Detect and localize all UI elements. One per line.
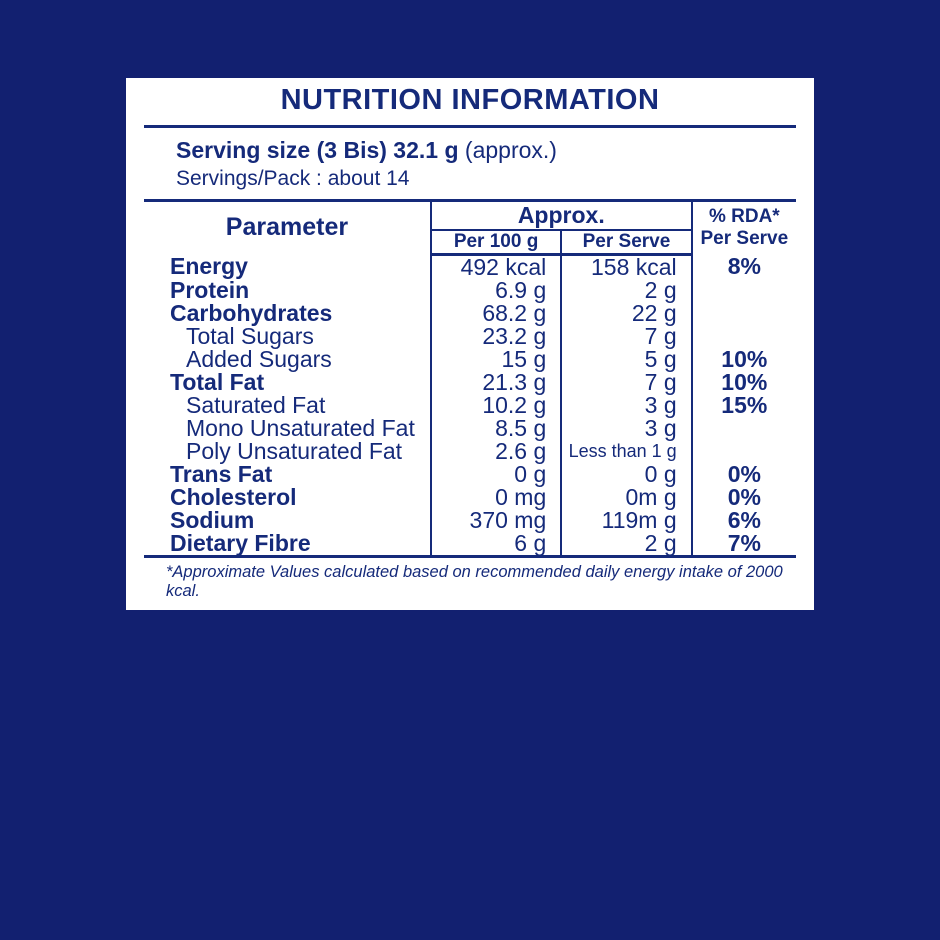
table-header-row-top: [144, 202, 796, 230]
table-row: [144, 302, 796, 325]
table-row: [144, 371, 796, 394]
header-per-serve: Per Serve: [561, 230, 691, 254]
row-label: Energy: [170, 252, 248, 279]
row-rda: [692, 325, 796, 348]
row-per-serve: 158 kcal: [561, 254, 691, 279]
table-row: [144, 254, 796, 279]
row-per-serve: Less than 1 g: [561, 440, 691, 463]
row-label: Cholesterol: [170, 483, 297, 510]
row-per-serve: 7 g: [561, 325, 691, 348]
page-title: NUTRITION INFORMATION: [144, 78, 796, 128]
row-rda: 15%: [692, 394, 796, 417]
table-row: [144, 532, 796, 555]
row-per-serve: 119m g: [561, 509, 691, 532]
row-per-serve: 5 g: [561, 348, 691, 371]
nutrition-information-panel: [126, 78, 814, 610]
header-per-100g: Per 100 g: [431, 230, 561, 254]
table-row: [144, 417, 796, 440]
table-row: [144, 486, 796, 509]
row-per-100g: 492 kcal: [431, 254, 561, 279]
row-per-serve: 2 g: [561, 279, 691, 302]
row-rda: [692, 302, 796, 325]
row-rda: 7%: [692, 532, 796, 555]
header-rda-line1: % RDA*: [708, 206, 780, 228]
row-per-100g: 0 g: [431, 463, 561, 486]
row-rda: 0%: [692, 486, 796, 509]
nutrition-table: [144, 202, 796, 555]
row-per-100g: 0 mg: [431, 486, 561, 509]
row-label: Total Sugars: [186, 322, 314, 349]
serving-size-line: [176, 136, 796, 165]
row-rda: [692, 440, 796, 463]
row-label: Total Fat: [170, 368, 265, 395]
table-row: [144, 394, 796, 417]
header-parameter: Parameter: [225, 213, 349, 242]
row-rda: 10%: [692, 348, 796, 371]
row-per-serve: 0m g: [561, 486, 691, 509]
row-per-100g: 370 mg: [431, 509, 561, 532]
table-row: [144, 348, 796, 371]
row-per-100g: 15 g: [431, 348, 561, 371]
table-row: [144, 509, 796, 532]
row-rda: 0%: [692, 463, 796, 486]
servings-per-pack: Servings/Pack : about 14: [176, 167, 410, 191]
row-per-100g: 21.3 g: [431, 371, 561, 394]
row-rda: 8%: [692, 254, 796, 279]
row-per-100g: 68.2 g: [431, 302, 561, 325]
row-rda: 10%: [692, 371, 796, 394]
row-per-100g: 2.6 g: [431, 440, 561, 463]
header-rda: [692, 202, 796, 254]
footnote-text: *Approximate Values calculated based on recommended daily energy intake of 2000 kcal.: [166, 562, 783, 600]
row-label: Added Sugars: [186, 345, 332, 372]
footnote-area: [144, 555, 796, 610]
table-row: [144, 463, 796, 486]
row-label: Mono Unsaturated Fat: [186, 414, 415, 441]
row-label: Trans Fat: [170, 460, 273, 487]
row-rda: [692, 417, 796, 440]
row-per-serve: 22 g: [561, 302, 691, 325]
serving-size-value: Serving size (3 Bis) 32.1 g: [176, 137, 459, 163]
row-per-100g: 8.5 g: [431, 417, 561, 440]
table-row: [144, 325, 796, 348]
row-label: Carbohydrates: [170, 299, 333, 326]
row-per-100g: 10.2 g: [431, 394, 561, 417]
row-label: Sodium: [170, 506, 255, 533]
table-row: [144, 440, 796, 463]
row-label: Dietary Fibre: [170, 529, 311, 556]
row-per-serve: 0 g: [561, 463, 691, 486]
serving-size-approx-note: (approx.): [464, 137, 557, 163]
row-label: Poly Unsaturated Fat: [186, 437, 403, 464]
row-per-100g: 23.2 g: [431, 325, 561, 348]
row-label: Saturated Fat: [186, 391, 326, 418]
header-approx: Approx.: [431, 202, 692, 230]
row-rda: [692, 279, 796, 302]
serving-info-block: [144, 128, 796, 202]
row-per-serve: 3 g: [561, 394, 691, 417]
row-per-serve: 2 g: [561, 532, 691, 555]
row-per-serve: 7 g: [561, 371, 691, 394]
row-rda: 6%: [692, 509, 796, 532]
row-per-serve: 3 g: [561, 417, 691, 440]
row-per-100g: 6.9 g: [431, 279, 561, 302]
row-per-100g: 6 g: [431, 532, 561, 555]
nutrition-rows: [144, 254, 796, 555]
row-label: Protein: [170, 276, 250, 303]
table-row: [144, 279, 796, 302]
header-rda-line2: Per Serve: [700, 227, 789, 249]
